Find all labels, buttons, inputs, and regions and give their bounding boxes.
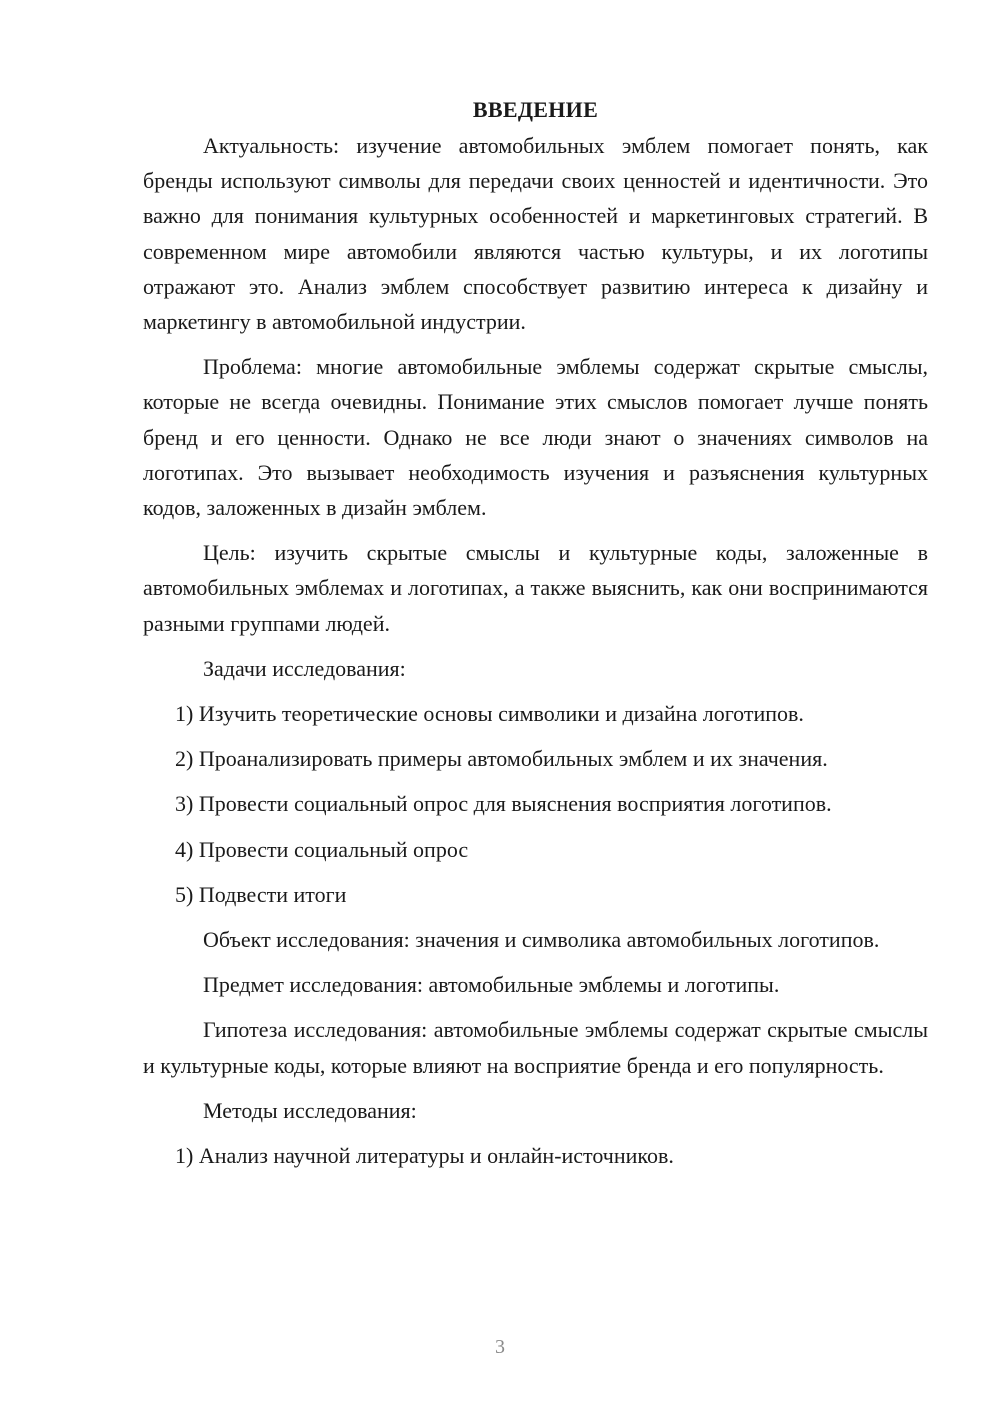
document-page: [143, 92, 928, 1183]
list-item: 2) Проанализировать примеры автомобильных эмблем и их значения.: [175, 746, 828, 772]
list-item: 1) Анализ научной литературы и онлайн-источников.: [175, 1143, 674, 1169]
object-paragraph: Объект исследования: значения и символика автомобильных логотипов.: [203, 927, 880, 953]
tasks-heading: Задачи исследования:: [203, 655, 406, 681]
page-number: 3: [495, 1336, 505, 1358]
methods-list: [143, 1138, 928, 1173]
list-item: 5) Подвести итоги: [175, 881, 347, 907]
hypothesis-paragraph: Гипотеза исследования: автомобильные эмблемы содержат скрытые смыслы и культурные коды, которые влияют на восприятие бренда и его популярность.: [143, 1017, 928, 1078]
list-item: 4) Провести социальный опрос: [175, 836, 469, 862]
methods-heading: Методы исследования:: [203, 1097, 417, 1123]
problem-paragraph: Проблема: многие автомобильные эмблемы содержат скрытые смыслы, которые не всегда очевидны. Понимание этих смыслов помогает лучше понять бренд и его ценности. Однако не все люди знают о значениях символов на логотипах. Это вызывает необходимость изучения и разъяснения культурных кодов, заложенных в дизайн эмблем.: [143, 354, 928, 521]
page-title: ВВЕДЕНИЕ: [472, 97, 599, 122]
tasks-list: [143, 696, 928, 912]
goal-paragraph: Цель: изучить скрытые смыслы и культурные коды, заложенные в автомобильных эмблемах и логотипах, а также выяснить, как они воспринимаются разными группами людей.: [143, 540, 928, 636]
list-item: 1) Изучить теоретические основы символики и дизайна логотипов.: [175, 701, 804, 727]
list-item: 3) Провести социальный опрос для выяснения восприятия логотипов.: [175, 791, 832, 817]
relevance-paragraph: Актуальность: изучение автомобильных эмблем помогает понять, как бренды используют символы для передачи своих ценностей и идентичности. Это важно для понимания культурных особенностей и маркетинговых стратегий. В современном мире автомобили являются частью культуры, и их логотипы отражают это. Анализ эмблем способствует развитию интереса к дизайну и маркетингу в автомобильной индустрии.: [143, 133, 928, 335]
subject-paragraph: Предмет исследования: автомобильные эмблемы и логотипы.: [203, 972, 780, 998]
